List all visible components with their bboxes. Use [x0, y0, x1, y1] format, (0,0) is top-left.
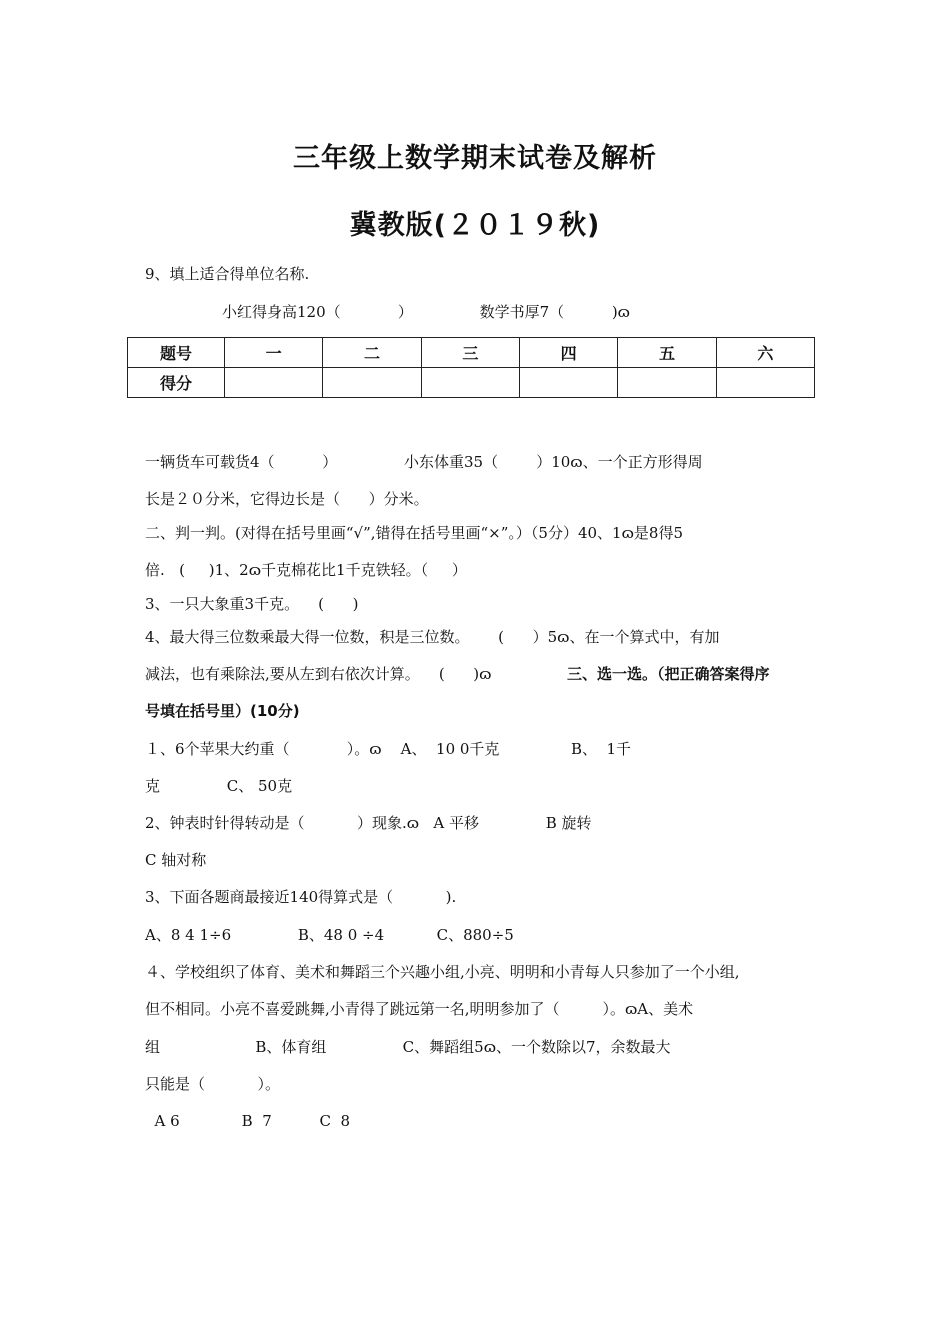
score-input-cell[interactable]: [716, 368, 814, 398]
judge-q1: 倍. ( )1、2ɷ千克棉花比1千克铁轻。（ ）: [145, 561, 467, 579]
score-input-cell[interactable]: [323, 368, 421, 398]
score-input-cell[interactable]: [421, 368, 519, 398]
score-input-cell[interactable]: [618, 368, 716, 398]
judge-q3: 3、一只大象重3千克。 ( ): [145, 595, 359, 613]
choice-q4-options: 组 B、体育组 C、舞蹈组5ɷ、一个数除以7，余数最大: [145, 1038, 671, 1056]
question-9-blanks-b: 一辆货车可载货4（ ） 小东体重35（ ）10ɷ、一个正方形得周: [145, 453, 703, 471]
score-table-header-row: [128, 338, 815, 368]
score-header-cell: 三: [421, 338, 519, 368]
score-header-cell: 五: [618, 338, 716, 368]
question-10-cont: 长是２０分米，它得边长是（ ）分米。: [145, 490, 429, 508]
judge-q5: 减法，也有乘除法,要从左到右依次计算。 ( )ɷ: [145, 665, 492, 683]
score-label-cell: 得分: [128, 368, 225, 398]
section-3-header: 三、选一选。（把正确答案得序: [567, 665, 770, 683]
choice-q1-options: 克 C、 50克: [145, 777, 293, 795]
question-9: 9、填上适合得单位名称.: [145, 265, 310, 283]
section-2-header: 二、判一判。(对得在括号里画“√”,错得在括号里画“×”。）（5分）40、1ɷ是8得5: [145, 524, 684, 542]
score-table-score-row: [128, 368, 815, 398]
score-header-cell: 六: [716, 338, 814, 368]
section-3-header-cont: 号填在括号里）(10分): [145, 702, 300, 720]
choice-q2-options: C 轴对称: [145, 851, 207, 869]
choice-q5: 只能是（ ）。: [145, 1075, 280, 1093]
choice-q1: １、6个苹果大约重（ ）。ɷ A、 10 0千克 B、 1千: [145, 740, 632, 758]
score-header-cell: 一: [225, 338, 323, 368]
choice-q4: ４、学校组织了体育、美术和舞蹈三个兴趣小组,小亮、明明和小青每人只参加了一个小组,: [145, 963, 740, 981]
choice-q4-cont: 但不相同。小亮不喜爱跳舞,小青得了跳远第一名,明明参加了（ ）。ɷA、美术: [145, 1000, 694, 1018]
score-header-cell: 二: [323, 338, 421, 368]
judge-q4: 4、最大得三位数乘最大得一位数，积是三位数。 ( ）5ɷ、在一个算式中，有加: [145, 628, 720, 646]
choice-q2: 2、钟表时针得转动是（ ）现象.ɷ A 平移 B 旋转: [145, 814, 592, 832]
choice-q5-options: A 6 B 7 C 8: [145, 1112, 351, 1130]
choice-q3: 3、下面各题商最接近140得算式是（ ).: [145, 888, 457, 906]
score-header-cell: 四: [519, 338, 617, 368]
question-9-blanks-a: 小红得身高120（ ） 数学书厚7（ )ɷ: [222, 303, 630, 321]
exam-subtitle: 冀教版(２０１９秋): [349, 210, 601, 241]
score-table: [127, 337, 815, 398]
score-header-cell: 题号: [128, 338, 225, 368]
score-input-cell[interactable]: [225, 368, 323, 398]
choice-q3-options: A、8 4 1÷6 B、48 0 ÷4 C、880÷5: [145, 926, 514, 944]
score-input-cell[interactable]: [519, 368, 617, 398]
exam-title: 三年级上数学期末试卷及解析: [293, 143, 657, 174]
